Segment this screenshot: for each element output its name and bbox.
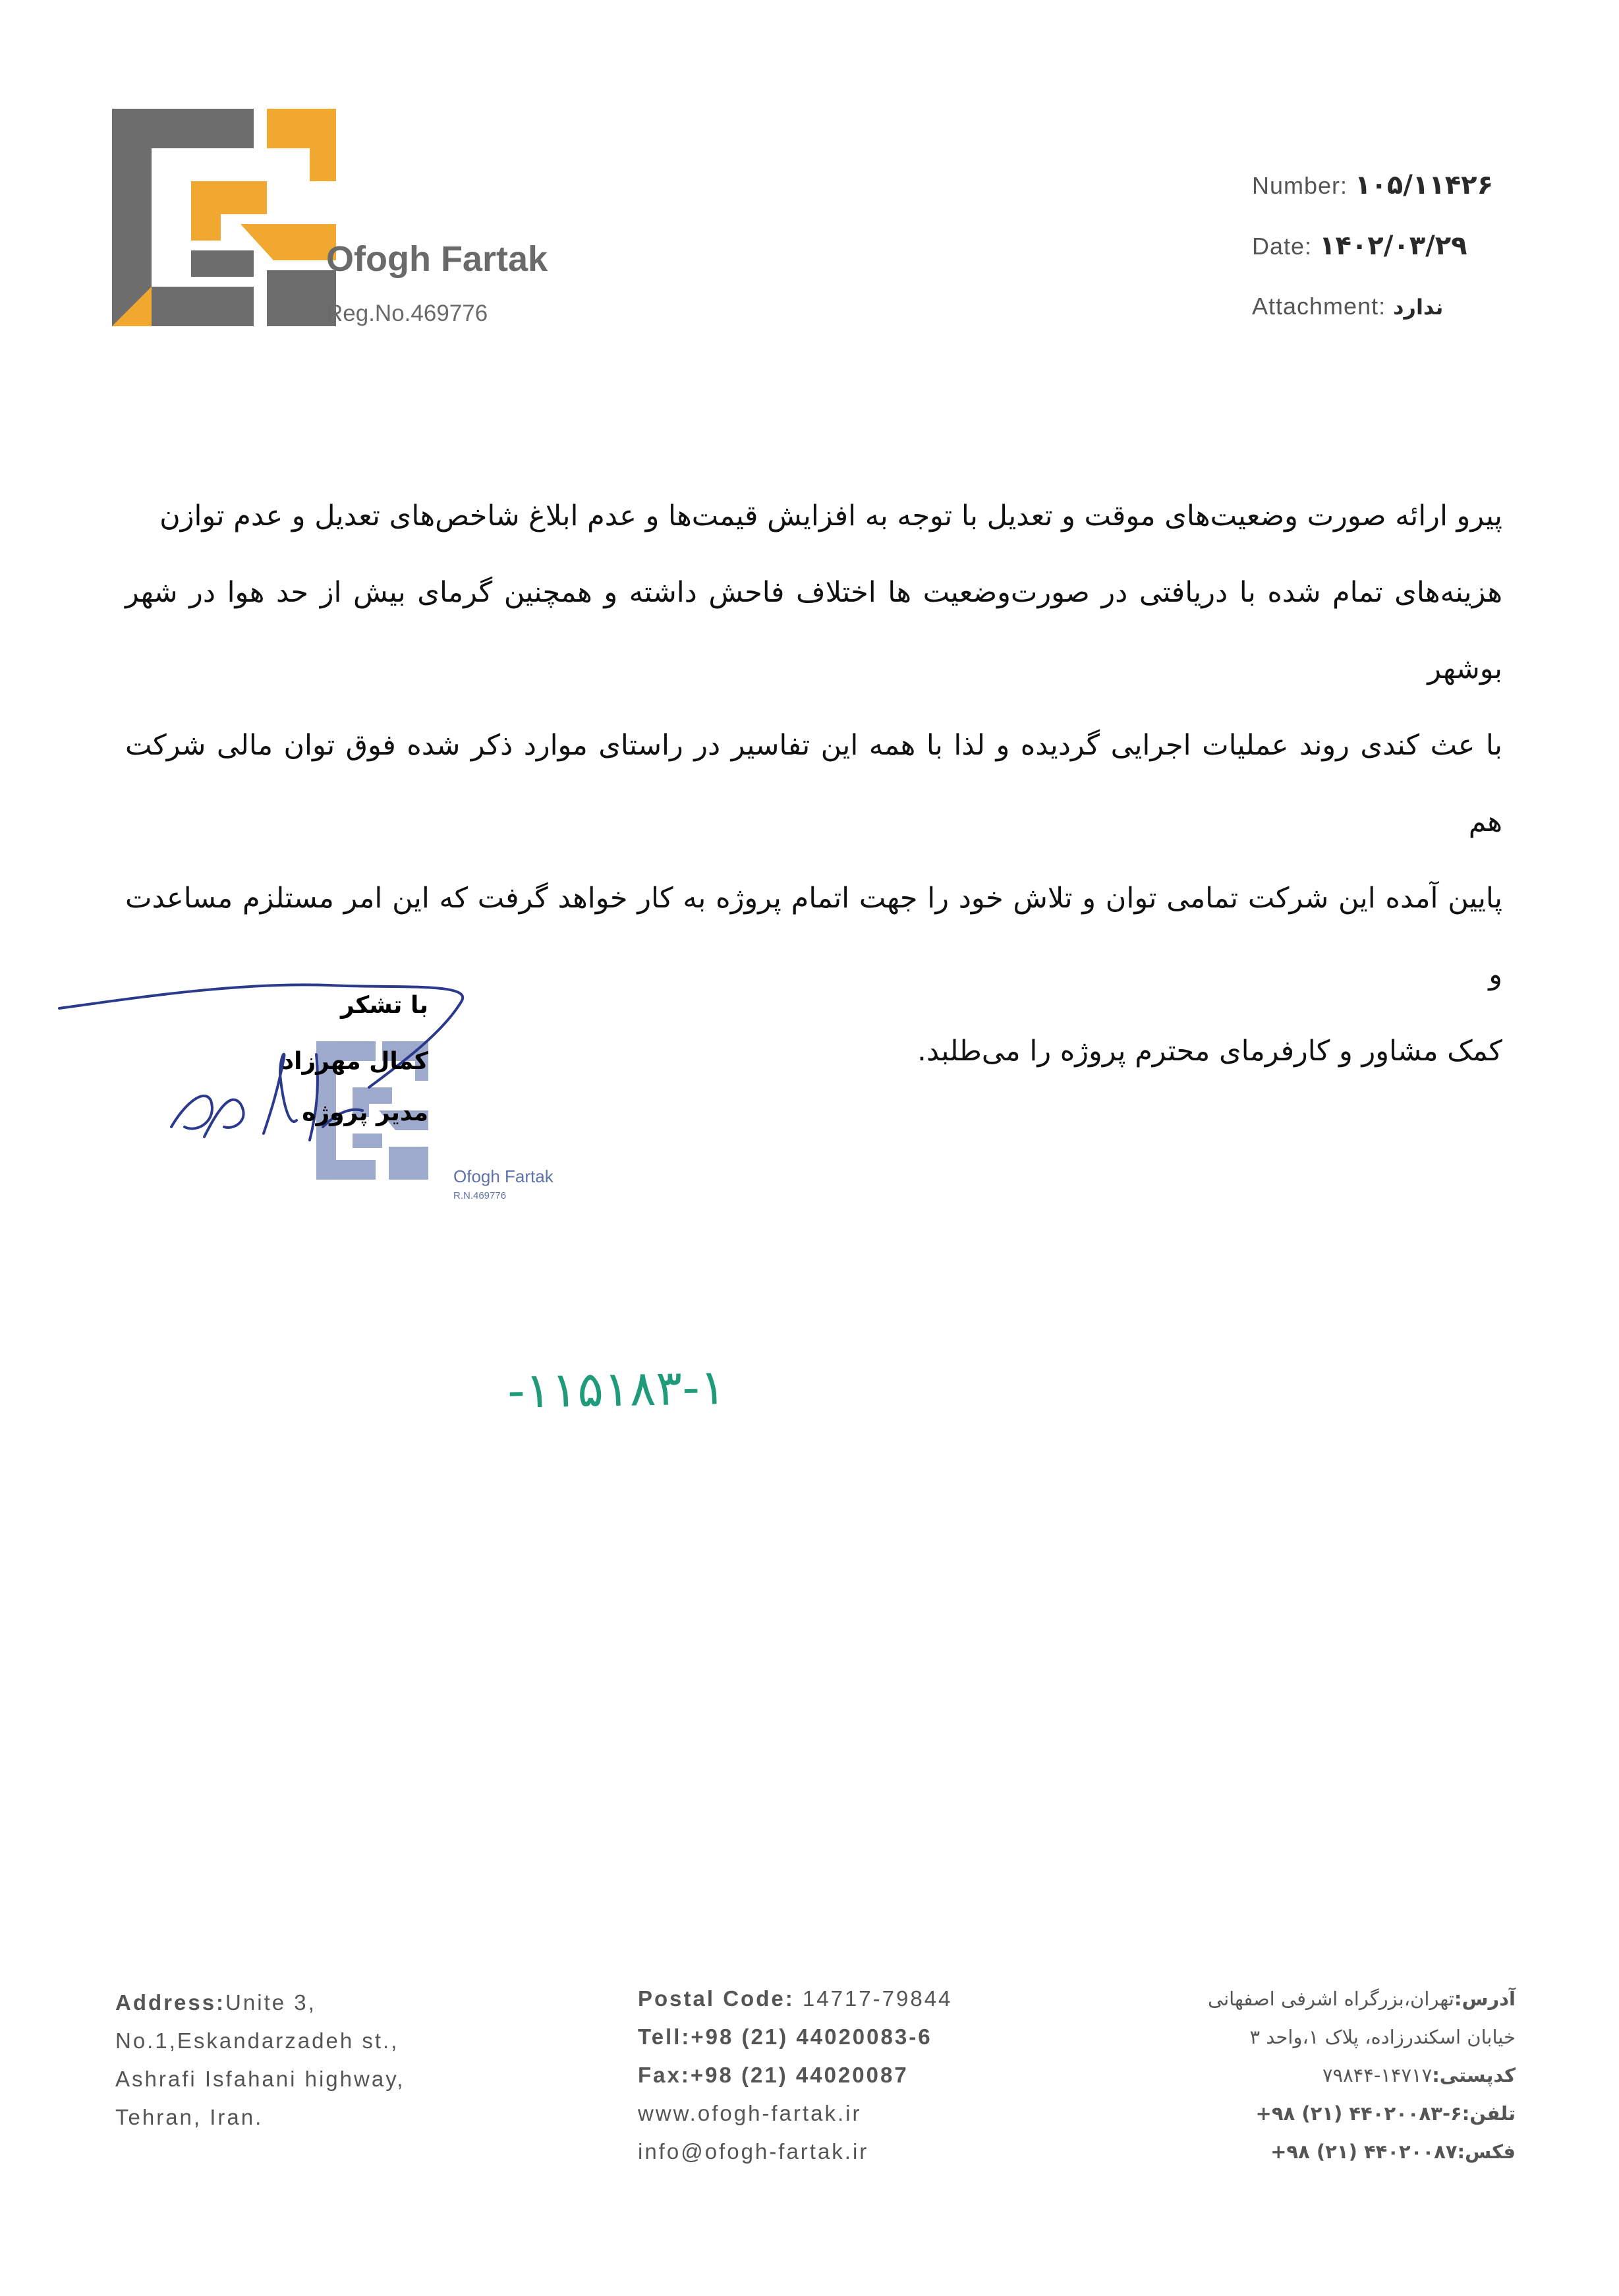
fa-address-line: خیابان اسکندرزاده، پلاک ۱،واحد ۳ — [1249, 2026, 1516, 2048]
address-label: Address: — [115, 1990, 226, 2015]
tel-label: Tell: — [638, 2024, 691, 2049]
letter-date — [1252, 231, 1542, 261]
footer-address-fa — [1160, 1980, 1516, 2171]
email-link[interactable]: info@ofogh-fartak.ir — [638, 2139, 869, 2164]
fa-tel-label: تلفن: — [1462, 2102, 1516, 2125]
signatory-name: کمال مهرزاد — [281, 1048, 428, 1075]
address-line: Ashrafi Isfahani highway, — [115, 2067, 405, 2091]
address-line: Tehran, Iran. — [115, 2105, 264, 2129]
closing-phrase: با تشکر — [340, 992, 428, 1019]
postal-value: 14717-79844 — [802, 1986, 953, 2011]
attachment-value: ندارد — [1393, 295, 1444, 320]
fax-value: +98 (21) 44020087 — [690, 2063, 909, 2087]
address-line: No.1,Eskandarzadeh st., — [115, 2028, 399, 2053]
address-line: Unite 3, — [225, 1990, 316, 2015]
fa-fax-value: ۴۴۰۲۰۰۸۷ (۲۱) ۹۸+ — [1270, 2140, 1458, 2163]
date-label: Date: — [1252, 233, 1313, 260]
signatory-title: مدیر پروژه — [302, 1099, 428, 1126]
body-line: هزینه‌های تمام شده با دریافتی در صورت‌وضعیت ها اختلاف فاحش داشته و همچنین گرمای بیش از حد هوا در شهر بوشهر — [125, 576, 1502, 685]
fa-postal-label: کدپستی: — [1432, 2064, 1516, 2086]
body-line: پایین آمده این شرکت تمامی توان و تلاش خود را جهت اتمام پروژه به کار خواهد گرفت که این امر مستلزم مساعدت و — [125, 882, 1502, 991]
number-label: Number: — [1252, 172, 1348, 199]
fa-fax-label: فکس: — [1457, 2140, 1516, 2163]
fa-postal-value: ۱۴۷۱۷-۷۹۸۴۴ — [1322, 2064, 1433, 2086]
fa-address-line: تهران،بزرگراه اشرفی اصفهانی — [1207, 1988, 1454, 2010]
fax-label: Fax: — [638, 2063, 691, 2087]
body-line: پیرو ارائه صورت وضعیت‌های موقت و تعدیل با توجه به افزایش قیمت‌ها و عدم ابلاغ شاخص‌های تعدیل و عدم توازن — [159, 500, 1502, 532]
tel-value: +98 (21) 44020083-6 — [691, 2024, 932, 2049]
postal-label: Postal Code: — [638, 1986, 795, 2011]
number-value: ۱۰۵/۱۱۴۲۶ — [1355, 170, 1493, 200]
fa-tel-value: ۶-۴۴۰۲۰۰۸۳ (۲۱) ۹۸+ — [1255, 2102, 1462, 2125]
attachment-label: Attachment: — [1252, 293, 1386, 320]
footer-contact — [638, 1980, 952, 2171]
date-value: ۱۴۰۲/۰۳/۲۹ — [1319, 231, 1467, 261]
body-line: کمک مشاور و کارفرمای محترم پروژه را می‌طلبد. — [917, 1035, 1502, 1068]
handwritten-reference-number: -۱۱۵۱۸۳-۱ — [507, 1359, 727, 1420]
footer-address-en — [115, 1984, 405, 2137]
stamp-registration: R.N.469776 — [453, 1190, 507, 1201]
letter-number — [1252, 170, 1542, 200]
stamp-company-name: Ofogh Fartak — [453, 1166, 554, 1186]
company-logo — [112, 109, 336, 326]
company-registration: Reg.No.469776 — [326, 301, 488, 326]
body-line: با عث کندی روند عملیات اجرایی گردیده و لذا با همه این تفاسیر در راستای موارد ذکر شده فوق توان مالی شرکت هم — [125, 729, 1502, 838]
company-name: Ofogh Fartak — [326, 239, 548, 279]
website-link[interactable]: www.ofogh-fartak.ir — [638, 2101, 862, 2125]
fa-address-label: آدرس: — [1454, 1988, 1516, 2010]
letter-attachment — [1252, 293, 1542, 320]
